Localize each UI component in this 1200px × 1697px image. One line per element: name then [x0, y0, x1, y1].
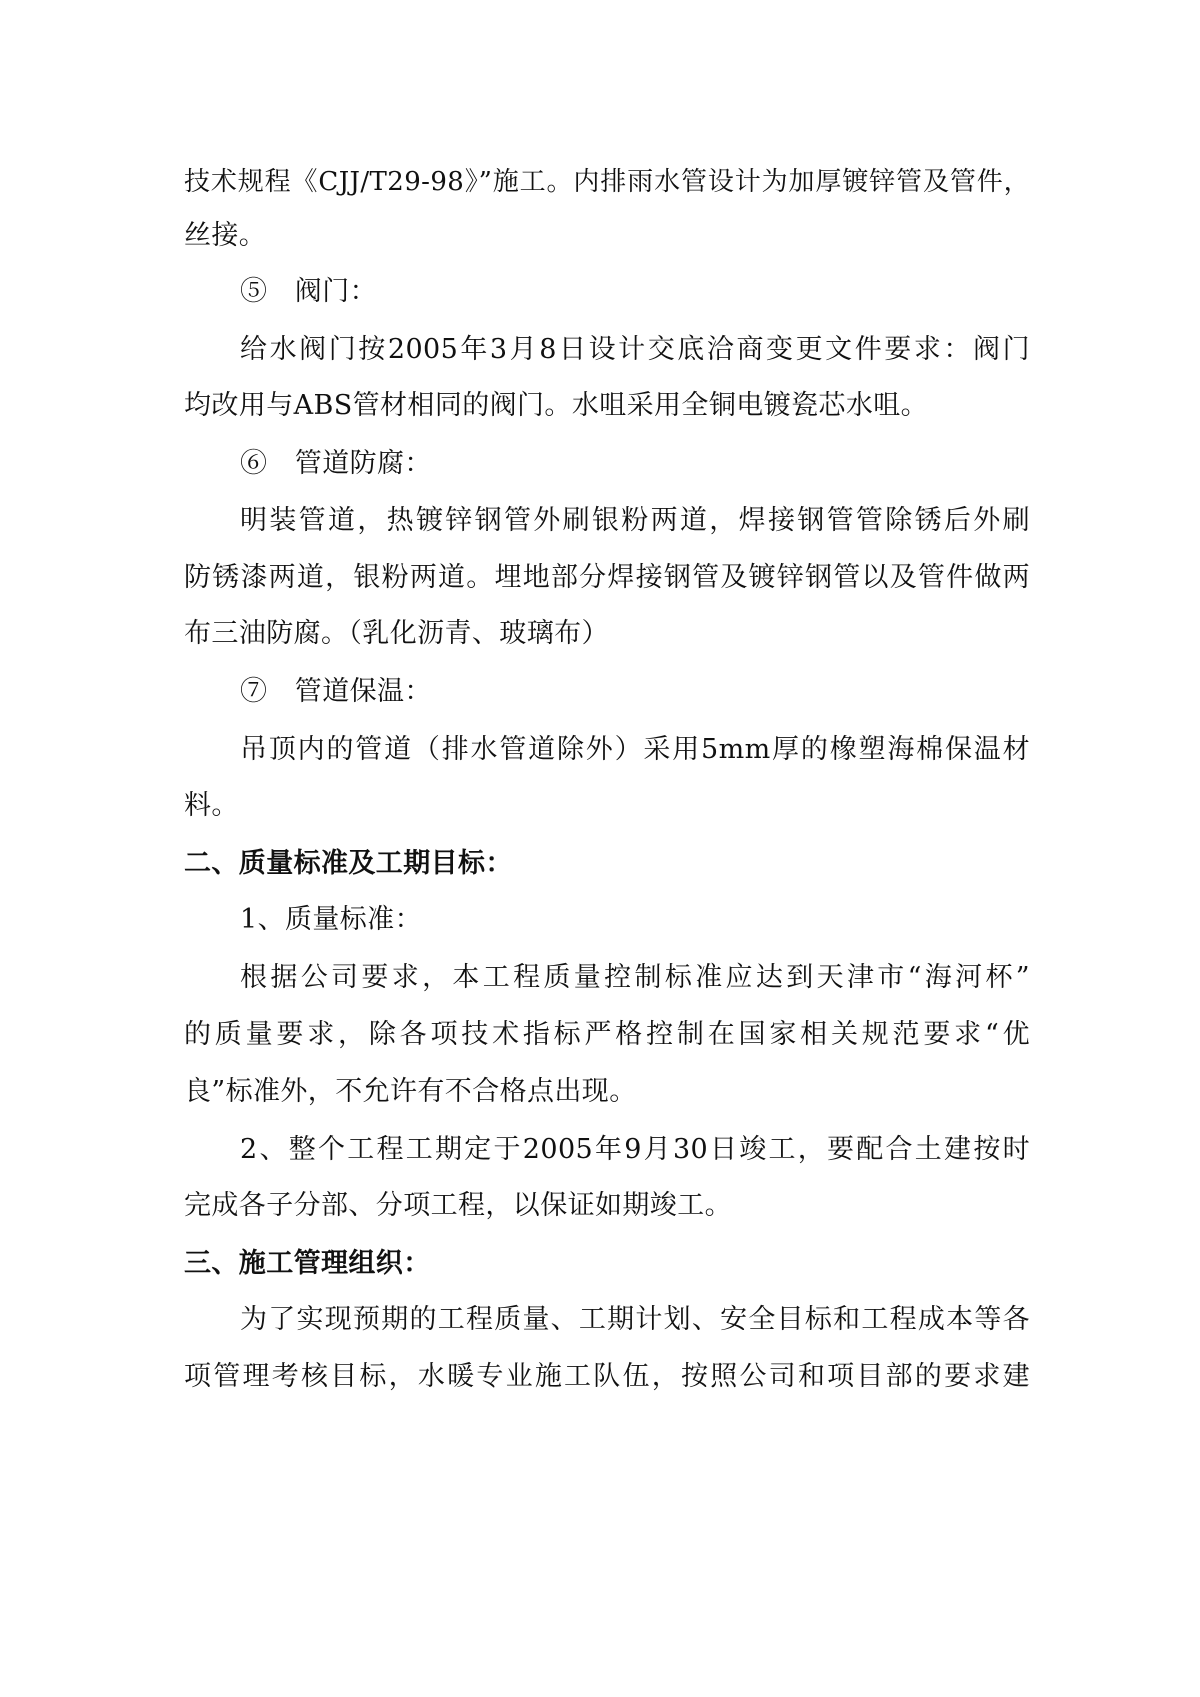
- body-text-line: 根据公司要求，本工程质量控制标准应达到天津市“海河杯”: [240, 962, 1030, 993]
- body-text-line: 布三油防腐。（乳化沥青、玻璃布）: [184, 618, 609, 649]
- body-text-line: 项管理考核目标，水暖专业施工队伍，按照公司和项目部的要求建: [184, 1361, 1030, 1392]
- body-text-line: 完成各子分部、分项工程，以保证如期竣工。: [184, 1190, 732, 1221]
- body-text-line: 的质量要求，除各项技术指标严格控制在国家相关规范要求“优: [184, 1019, 1030, 1050]
- body-text-line: 给水阀门按2005年3月8日设计交底洽商变更文件要求：阀门: [240, 334, 1030, 365]
- body-text-line: 料。: [184, 790, 239, 821]
- body-text-line: 均改用与ABS管材相同的阀门。水咀采用全铜电镀瓷芯水咀。: [184, 390, 929, 421]
- body-text-line: 技术规程《CJJ/T29-98》”施工。内排雨水管设计为加厚镀锌管及管件，: [184, 167, 1030, 197]
- body-text-line: 防锈漆两道，银粉两道。埋地部分焊接钢管及镀锌钢管以及管件做两: [184, 562, 1030, 593]
- section-item-heading: ⑤ 阀门：: [240, 276, 377, 307]
- subsection-heading: 1、质量标准：: [240, 904, 422, 935]
- body-text-line: 明装管道，热镀锌钢管外刷银粉两道，焊接钢管管除锈后外刷: [240, 505, 1030, 536]
- section-heading: 二、质量标准及工期目标：: [184, 848, 513, 879]
- section-item-heading: ⑥ 管道防腐：: [240, 448, 432, 479]
- body-text-line: 丝接。: [184, 220, 267, 251]
- body-text-line: 为了实现预期的工程质量、工期计划、安全目标和工程成本等各: [240, 1304, 1030, 1335]
- body-text-line: 吊顶内的管道（排水管道除外）采用5mm厚的橡塑海棉保温材: [240, 734, 1030, 765]
- body-text-line: 良”标准外，不允许有不合格点出现。: [184, 1076, 637, 1107]
- section-item-heading: ⑦ 管道保温：: [240, 676, 432, 707]
- section-heading: 三、施工管理组织：: [184, 1248, 431, 1279]
- body-text-line: 2、整个工程工期定于2005年9月30日竣工，要配合土建按时: [240, 1134, 1030, 1165]
